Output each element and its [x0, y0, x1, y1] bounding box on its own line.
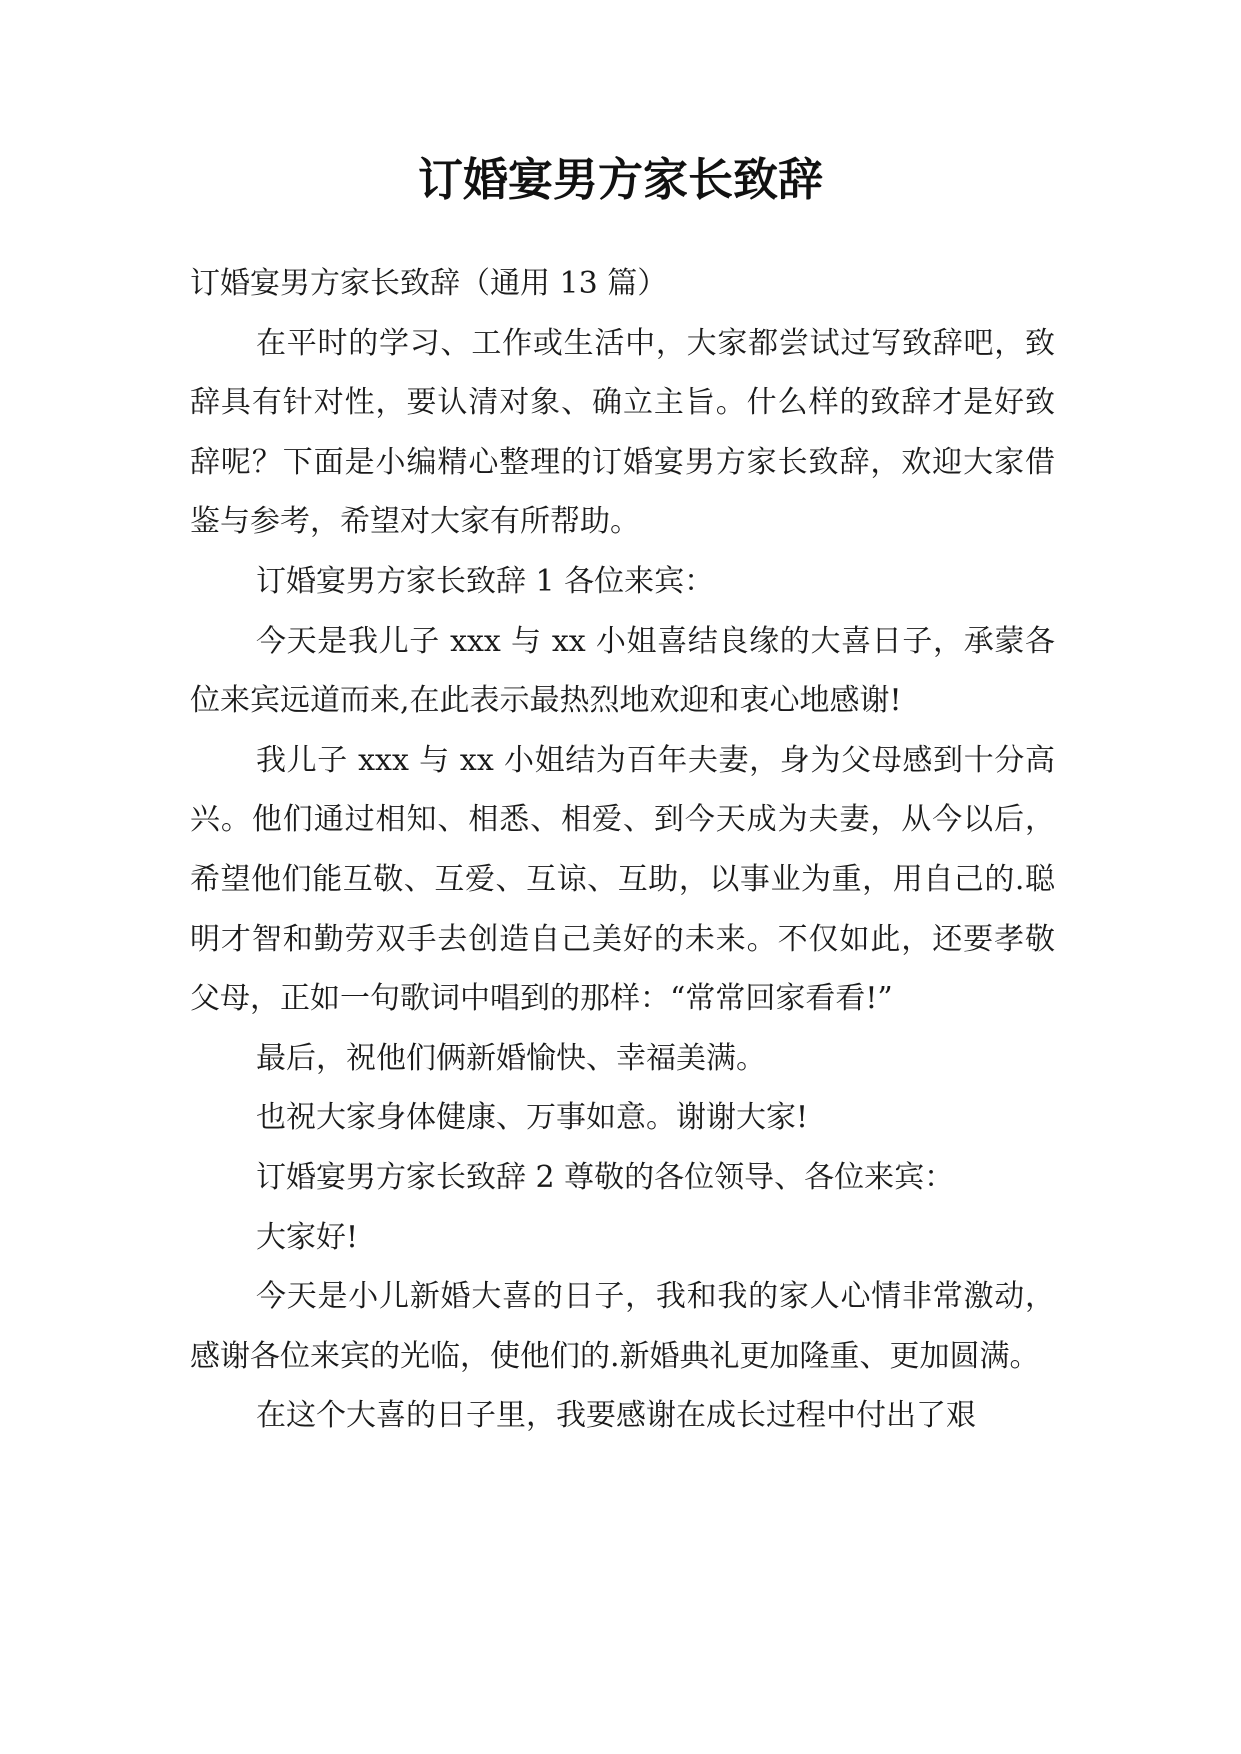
speech-2-heading: 订婚宴男方家长致辞 2 尊敬的各位领导、各位来宾： — [256, 1159, 955, 1195]
greeting-paragraph: 大家好! — [256, 1219, 359, 1255]
document-title: 订婚宴男方家长致辞 — [417, 153, 823, 206]
body-paragraph: 今天是我儿子 xxx 与 xx 小姐喜结良缘的大喜日子，承蒙各位来宾远道而来,在此表示最热烈地欢迎和衷心地感谢! — [190, 623, 1055, 719]
body-paragraph: 我儿子 xxx 与 xx 小姐结为百年夫妻，身为父母感到十分高兴。他们通过相知、相悉、相爱、到今天成为夫妻，从今以后，希望他们能互敬、互爱、互谅、互助，以事业为重，用自己的.聪明才智和勤劳双手去创造自己美好的未来。不仅如此，还要孝敬父母，正如一句歌词中唱到的那样：“常常回家看看!” — [190, 742, 1055, 1017]
document-subtitle: 订婚宴男方家长致辞（通用 13 篇） — [190, 266, 668, 301]
body-paragraph: 今天是小儿新婚大喜的日子，我和我的家人心情非常激动，感谢各位来宾的光临，使他们的.新婚典礼更加隆重、更加圆满。 — [190, 1279, 1055, 1374]
body-paragraph: 在这个大喜的日子里，我要感谢在成长过程中付出了艰 — [256, 1398, 976, 1434]
intro-paragraph: 在平时的学习、工作或生活中，大家都尝试过写致辞吧，致辞具有针对性，要认清对象、确立主旨。什么样的致辞才是好致辞呢？下面是小编精心整理的订婚宴男方家长致辞，欢迎大家借鉴与参考，希望对大家有所帮助。 — [190, 325, 1055, 540]
body-paragraph: 也祝大家身体健康、万事如意。谢谢大家! — [256, 1100, 809, 1136]
body-paragraph: 最后，祝他们俩新婚愉快、幸福美满。 — [256, 1040, 766, 1076]
speech-1-heading: 订婚宴男方家长致辞 1 各位来宾： — [256, 563, 715, 599]
document-body — [190, 254, 1055, 1446]
